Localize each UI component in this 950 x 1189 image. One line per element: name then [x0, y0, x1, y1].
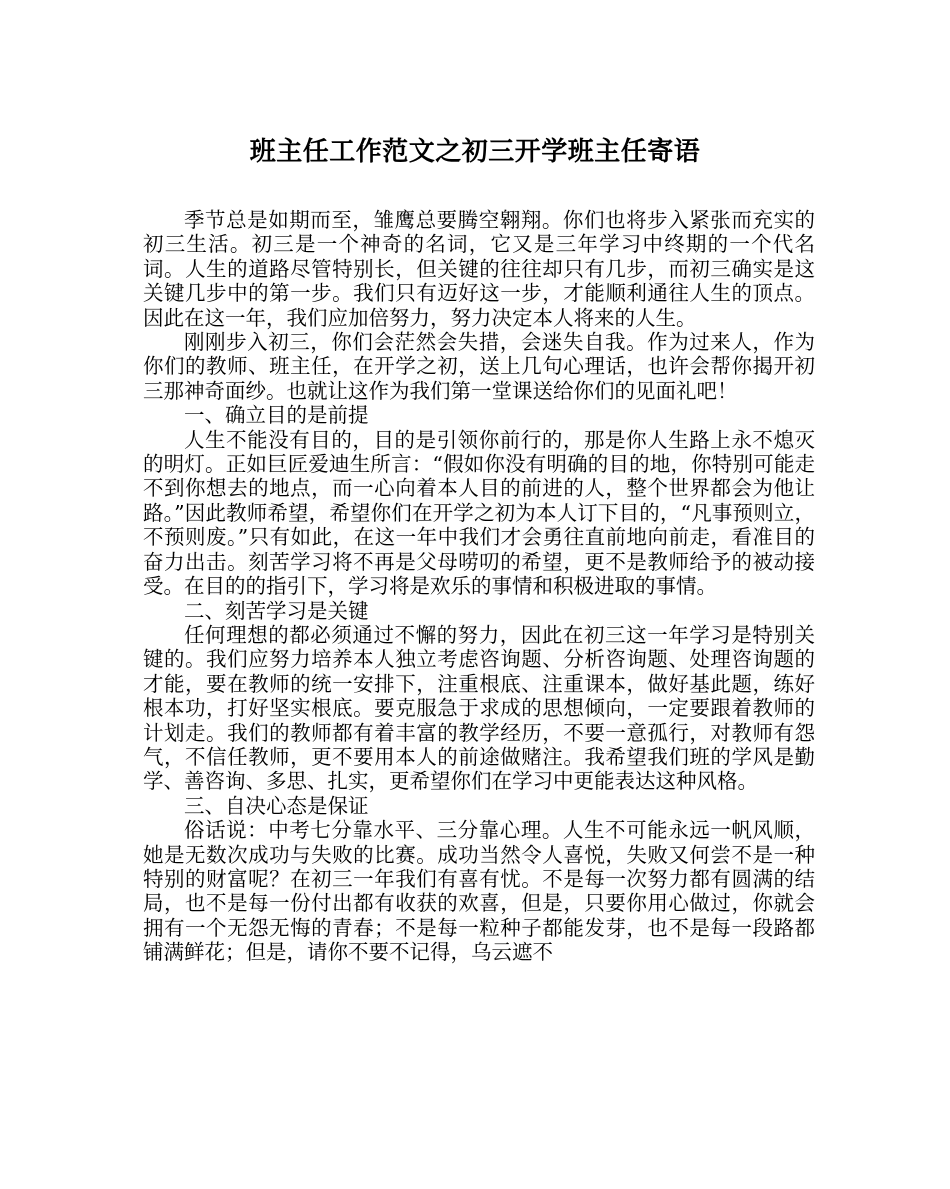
- paragraph-study: 任何理想的都必须通过不懈的努力，因此在初三这一年学习是特别关键的。我们应努力培养本人独立考虑咨询题、分析咨询题、处理咨询题的才能，要在教师的统一安排下，注重根底、注重课本，做好基此题，练好根本功，打好坚实根底。要克服急于求成的思想倾向，一定要跟着教师的计划走。我们的教师都有着丰富的教学经历，不要一意孤行，对教师有怨气，不信任教师，更不要用本人的前途做赌注。我希望我们班的学风是勤学、善咨询、多思、扎实，更希望你们在学习中更能表达这种风格。: [143, 622, 815, 794]
- paragraph-mindset: 俗话说：中考七分靠水平、三分靠心理。人生不可能永远一帆风顺，她是无数次成功与失败的比赛。成功当然令人喜悦，失败又何尝不是一种特别的财富呢？在初三一年我们有喜有忧。不是每一次努力都有圆满的结局，也不是每一份付出都有收获的欢喜，但是，只要你用心做过，你就会拥有一个无怨无悔的青春；不是每一粒种子都能发芽，也不是每一段路都铺满鲜花；但是，请你不要不记得，乌云遮不: [143, 818, 815, 965]
- paragraph-goal: 人生不能没有目的，目的是引领你前行的，那是你人生路上永不熄灭的明灯。正如巨匠爱迪生所言：“假如你没有明确的目的地，你特别可能走不到你想去的地点，而一心向着本人目的前进的人，整个世界都会为他让路。”因此教师希望，希望你们在开学之初为本人订下目的，“凡事预则立，不预则废。”只有如此，在这一年中我们才会勇往直前地向前走，看准目的奋力出击。刻苦学习将不再是父母唠叨的希望，更不是教师给予的被动接受。在目的的指引下，学习将是欢乐的事情和积极进取的事情。: [143, 427, 815, 599]
- document-title: 班主任工作范文之初三开学班主任寄语: [249, 137, 701, 167]
- paragraph-opening: 刚刚步入初三，你们会茫然会失措，会迷失自我。作为过来人，作为你们的教师、班主任，在开学之初，送上几句心理话，也许会帮你揭开初三那神奇面纱。也就让这作为我们第一堂课送给你们的见面礼吧！: [143, 330, 815, 403]
- section-heading-mindset: 三、自决心态是保证: [184, 793, 369, 818]
- document-body: [143, 208, 815, 965]
- section-heading-goal: 一、确立目的是前提: [184, 403, 369, 428]
- section-heading-study: 二、刻苦学习是关键: [184, 598, 369, 623]
- paragraph-intro: 季节总是如期而至，雏鹰总要腾空翱翔。你们也将步入紧张而充实的初三生活。初三是一个神奇的名词，它又是三年学习中终期的一个代名词。人生的道路尽管特别长，但关键的往往却只有几步，而初三确实是这关键几步中的第一步。我们只有迈好这一步，才能顺利通往人生的顶点。因此在这一年，我们应加倍努力，努力决定本人将来的人生。: [143, 208, 815, 330]
